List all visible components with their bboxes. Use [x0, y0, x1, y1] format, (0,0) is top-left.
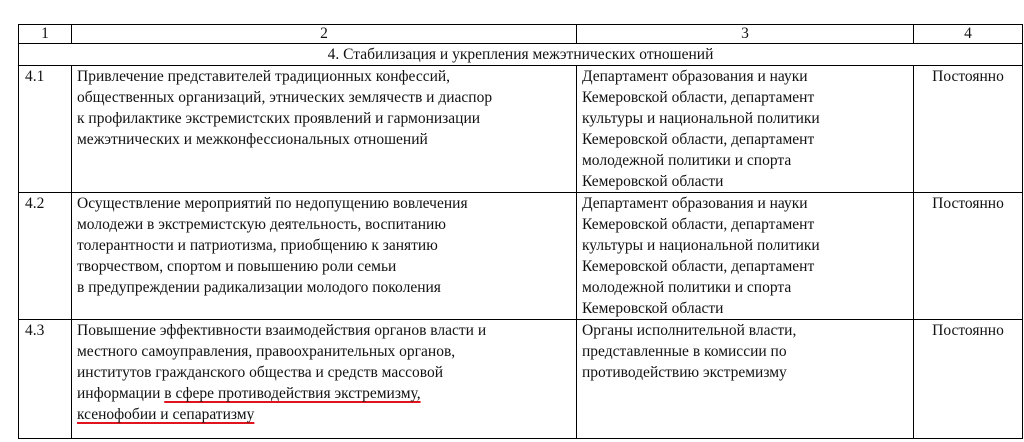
- highlighted-text: ксенофобии и сепаратизму: [77, 406, 255, 423]
- activity-line: Осуществление мероприятий по недопущению вовлечения: [77, 195, 468, 212]
- executor-line: Департамент образования и науки: [582, 68, 808, 85]
- activity-line: [77, 404, 571, 425]
- executor-line: культуры и национальной политики: [582, 237, 820, 254]
- activity-line: местного самоуправления, правоохранительных органов,: [77, 343, 456, 360]
- table-row: [19, 66, 1023, 193]
- activity-line: в предупреждении радикализации молодого поколения: [77, 279, 441, 296]
- header-row: [19, 25, 1023, 44]
- activity-line: [77, 383, 571, 404]
- activity-line: Повышение эффективности взаимодействия органов власти и: [77, 322, 487, 339]
- activity-line: к профилактике экстремистских проявлений и гармонизации: [77, 110, 481, 127]
- activity-cell: [72, 193, 577, 320]
- table-row: [19, 320, 1023, 439]
- executor-line: представленные в комиссии по: [582, 343, 787, 360]
- table-row: [19, 193, 1023, 320]
- executor-cell: [577, 193, 914, 320]
- activity-text: информации: [77, 385, 165, 402]
- activity-line: институтов гражданского общества и средств массовой: [77, 364, 444, 381]
- header-cell: 2: [72, 25, 577, 44]
- section-title: 4. Стабилизация и укрепления межэтнических отношений: [19, 44, 1023, 66]
- section-row: [19, 44, 1023, 66]
- activity-cell: [72, 320, 577, 439]
- activity-line: толерантности и патриотизма, приобщению к занятию: [77, 237, 438, 254]
- activity-line: молодежи в экстремистскую деятельность, воспитанию: [77, 216, 446, 233]
- term-cell: Постоянно: [914, 320, 1023, 439]
- executor-cell: [577, 66, 914, 193]
- term-cell: Постоянно: [914, 193, 1023, 320]
- executor-line: Кемеровской области, департамент: [582, 89, 815, 106]
- header-cell: 3: [577, 25, 914, 44]
- document-page: [18, 24, 1023, 439]
- row-number: 4.3: [19, 320, 72, 439]
- executor-line: Кемеровской области: [582, 300, 724, 317]
- activity-line: творчеством, спортом и повышению роли семьи: [77, 258, 397, 275]
- executor-line: Органы исполнительной власти,: [582, 322, 797, 339]
- activity-line: межэтнических и межконфессиональных отношений: [77, 131, 428, 148]
- header-cell: 4: [914, 25, 1023, 44]
- activity-line: Привлечение представителей традиционных конфессий,: [77, 68, 451, 85]
- activity-line: общественных организаций, этнических землячеств и диаспор: [77, 89, 493, 106]
- executor-line: культуры и национальной политики: [582, 110, 820, 127]
- activity-cell: [72, 66, 577, 193]
- executor-line: молодежной политики и спорта: [582, 279, 792, 296]
- executor-line: Кемеровской области: [582, 173, 724, 190]
- executor-line: Департамент образования и науки: [582, 195, 808, 212]
- executor-line: молодежной политики и спорта: [582, 152, 792, 169]
- executor-line: противодействию экстремизму: [582, 364, 787, 381]
- executor-line: Кемеровской области, департамент: [582, 258, 815, 275]
- measures-table: [18, 24, 1023, 439]
- executor-line: Кемеровской области, департамент: [582, 216, 815, 233]
- term-cell: Постоянно: [914, 66, 1023, 193]
- row-number: 4.1: [19, 66, 72, 193]
- executor-cell: [577, 320, 914, 439]
- highlighted-text: в сфере противодействия экстремизму,: [164, 385, 421, 402]
- row-number: 4.2: [19, 193, 72, 320]
- header-cell: 1: [19, 25, 72, 44]
- executor-line: Кемеровской области, департамент: [582, 131, 815, 148]
